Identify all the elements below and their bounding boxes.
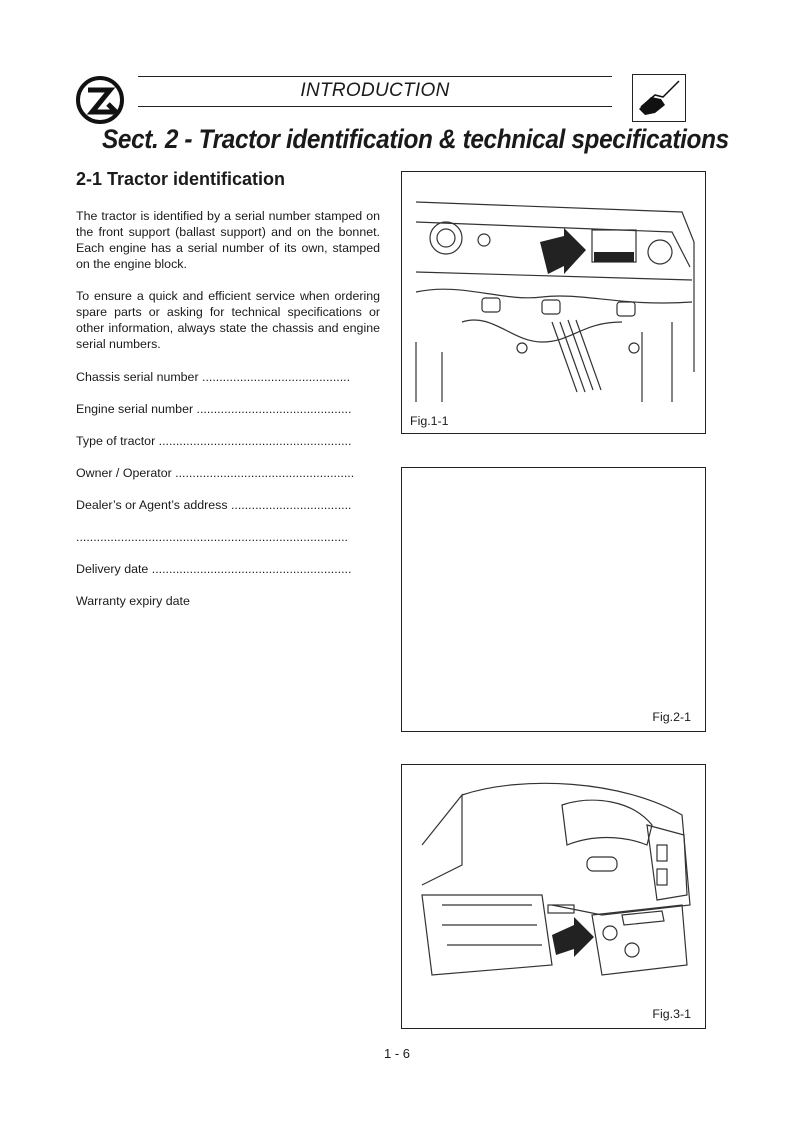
field-chassis-serial: Chassis serial number ........................................... — [76, 370, 351, 384]
section-header: INTRODUCTION — [300, 80, 450, 101]
field-type-of-tractor: Type of tractor ........................................................ — [76, 434, 352, 448]
figure-3 — [401, 764, 706, 1029]
page-number: 1 - 6 — [383, 1046, 410, 1061]
header-rule-top — [138, 76, 612, 77]
figure-2 — [401, 467, 706, 732]
tractor-front-illustration — [402, 765, 705, 995]
brand-logo-icon — [74, 74, 126, 126]
field-delivery-date: Delivery date .......................................................... — [76, 562, 352, 576]
field-engine-serial: Engine serial number ............................................. — [76, 402, 352, 416]
field-owner-operator: Owner / Operator .................................................... — [76, 466, 355, 480]
header-rule-bottom — [138, 106, 612, 107]
section-subtitle: 2-1 Tractor identification — [76, 169, 286, 189]
engine-illustration — [402, 172, 705, 412]
field-dealer-address-cont: ............................................................................... — [76, 530, 348, 544]
hand-pointer-icon — [632, 74, 686, 122]
figure-2-caption: Fig.2-1 — [652, 710, 691, 724]
paragraph-2: To ensure a quick and efficient service when ordering spare parts or asking for technical specifications or other information, always state the chassis and engine serial numbers. — [76, 289, 380, 351]
page-title: Sect. 2 - Tractor identification & technical specifications — [102, 124, 729, 154]
paragraph-1: The tractor is identified by a serial number stamped on the front support (ballast support) and on the bonnet. Each engine has a serial number of its own, stamped on the engine block. — [76, 209, 380, 271]
field-dealer-address: Dealer’s or Agent’s address ................................... — [76, 498, 352, 512]
figure-1-caption: Fig.1-1 — [410, 414, 449, 428]
field-warranty-expiry: Warranty expiry date — [76, 594, 190, 608]
figure-1 — [401, 171, 706, 434]
figure-3-caption: Fig.3-1 — [652, 1007, 691, 1021]
